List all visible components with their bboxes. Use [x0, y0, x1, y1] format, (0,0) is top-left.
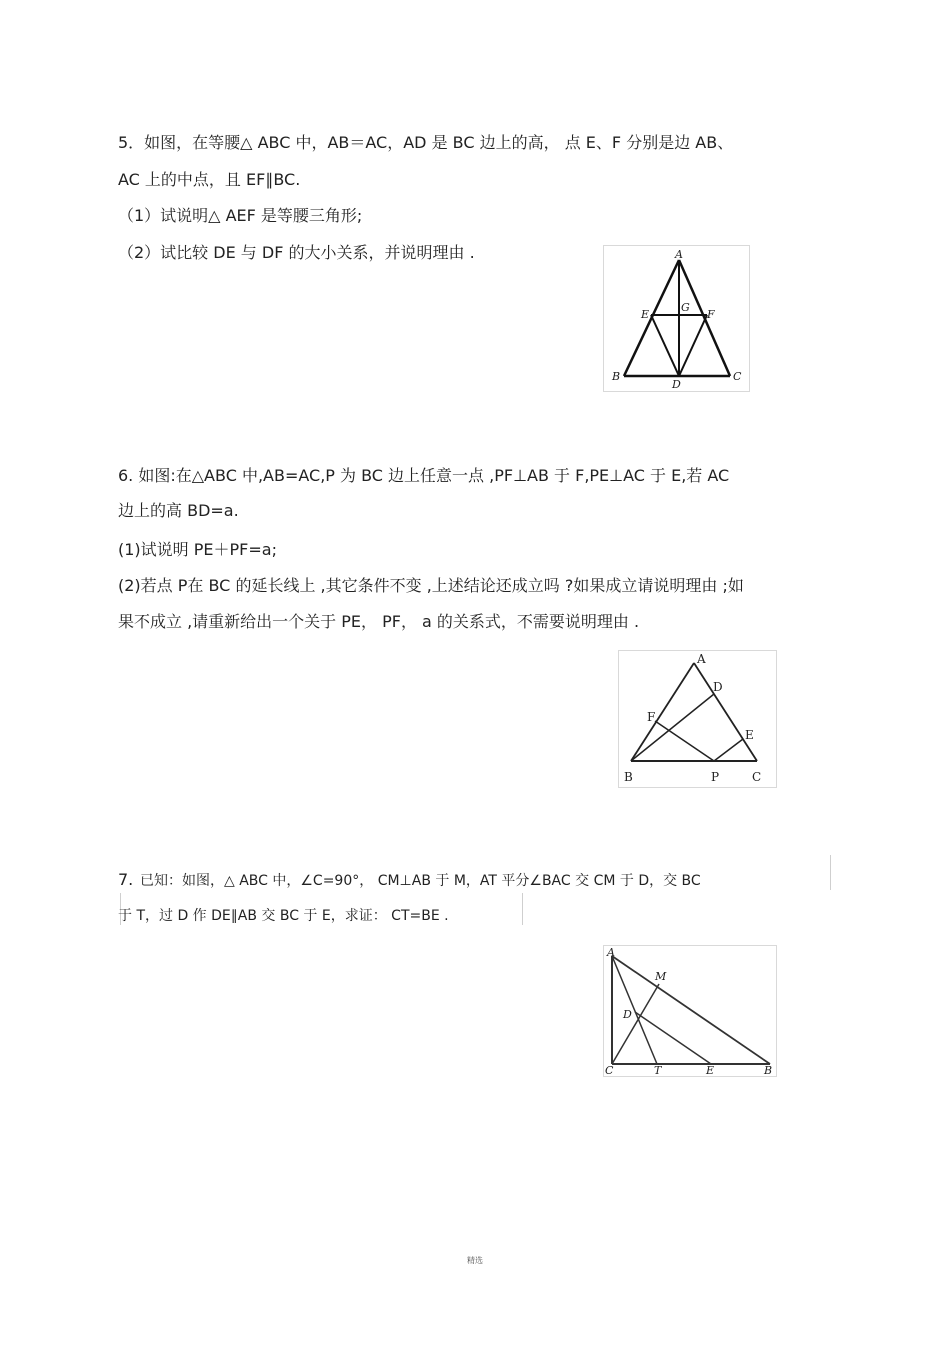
p5-line4: （2）试比较 DE 与 DF 的大小关系，并说明理由 .: [118, 243, 475, 262]
p6-line2: 边上的高 BD=a.: [118, 501, 239, 520]
p5-label-G: G: [681, 301, 690, 314]
p5-line3: （1）试说明△ AEF 是等腰三角形;: [118, 206, 363, 225]
p6-label-A: A: [697, 652, 706, 666]
p7-number: 7.: [118, 870, 134, 889]
p7-line2: 于 T，过 D 作 DE∥AB 交 BC 于 E，求证： CT=BE .: [118, 908, 449, 924]
p7-line1: 已知：如图，△ ABC 中，∠C=90°， CM⊥AB 于 M，AT 平分∠BAC 交 CM 于 D，交 BC: [140, 873, 701, 889]
p5-label-E: E: [641, 308, 650, 321]
page-footer: 精选: [467, 1256, 483, 1265]
p5-line1: 5．如图，在等腰△ ABC 中，AB＝AC，AD 是 BC 边上的高， 点 E、F 分别是边 AB、: [118, 133, 734, 152]
p7-label-B: B: [764, 1064, 773, 1076]
p7-frame-inner: [522, 893, 523, 925]
p6-label-F: F: [647, 710, 656, 724]
p7-label-A: A: [607, 946, 615, 959]
p6-label-B: B: [624, 770, 633, 784]
p7-label-D: D: [623, 1008, 632, 1021]
p7-figure: [603, 945, 777, 1077]
p6-label-P: P: [711, 770, 720, 784]
p6-label-D: D: [713, 680, 723, 694]
p6-label-C: C: [752, 770, 762, 784]
p5-label-B: B: [612, 370, 621, 383]
p7-label-C: C: [605, 1064, 614, 1076]
p6-label-E: E: [745, 728, 754, 742]
p5-figure: [603, 245, 750, 392]
p5-label-D: D: [672, 378, 681, 391]
p6-line4: (2)若点 P在 BC 的延长线上 ,其它条件不变 ,上述结论还成立吗 ?如果成立请说明理由 ;如: [118, 576, 744, 595]
p5-line2: AC 上的中点，且 EF∥BC.: [118, 170, 301, 189]
p5-label-F: F: [707, 308, 715, 321]
p6-line1: 6. 如图:在△ABC 中,AB=AC,P 为 BC 边上任意一点 ,PF⊥AB 于 F,PE⊥AC 于 E,若 AC: [118, 466, 730, 485]
p7-label-E: E: [706, 1064, 715, 1076]
p7-label-T: T: [654, 1064, 662, 1076]
p6-figure: [618, 650, 777, 788]
p5-label-C: C: [733, 370, 742, 383]
p6-line3: (1)试说明 PE＋PF=a;: [118, 540, 277, 559]
p6-line5: 果不成立 ,请重新给出一个关于 PE， PF， a 的关系式，不需要说明理由 .: [118, 612, 640, 631]
p5-label-A: A: [675, 248, 683, 261]
p7-label-M: M: [655, 970, 667, 983]
p7-frame-right: [830, 855, 831, 890]
